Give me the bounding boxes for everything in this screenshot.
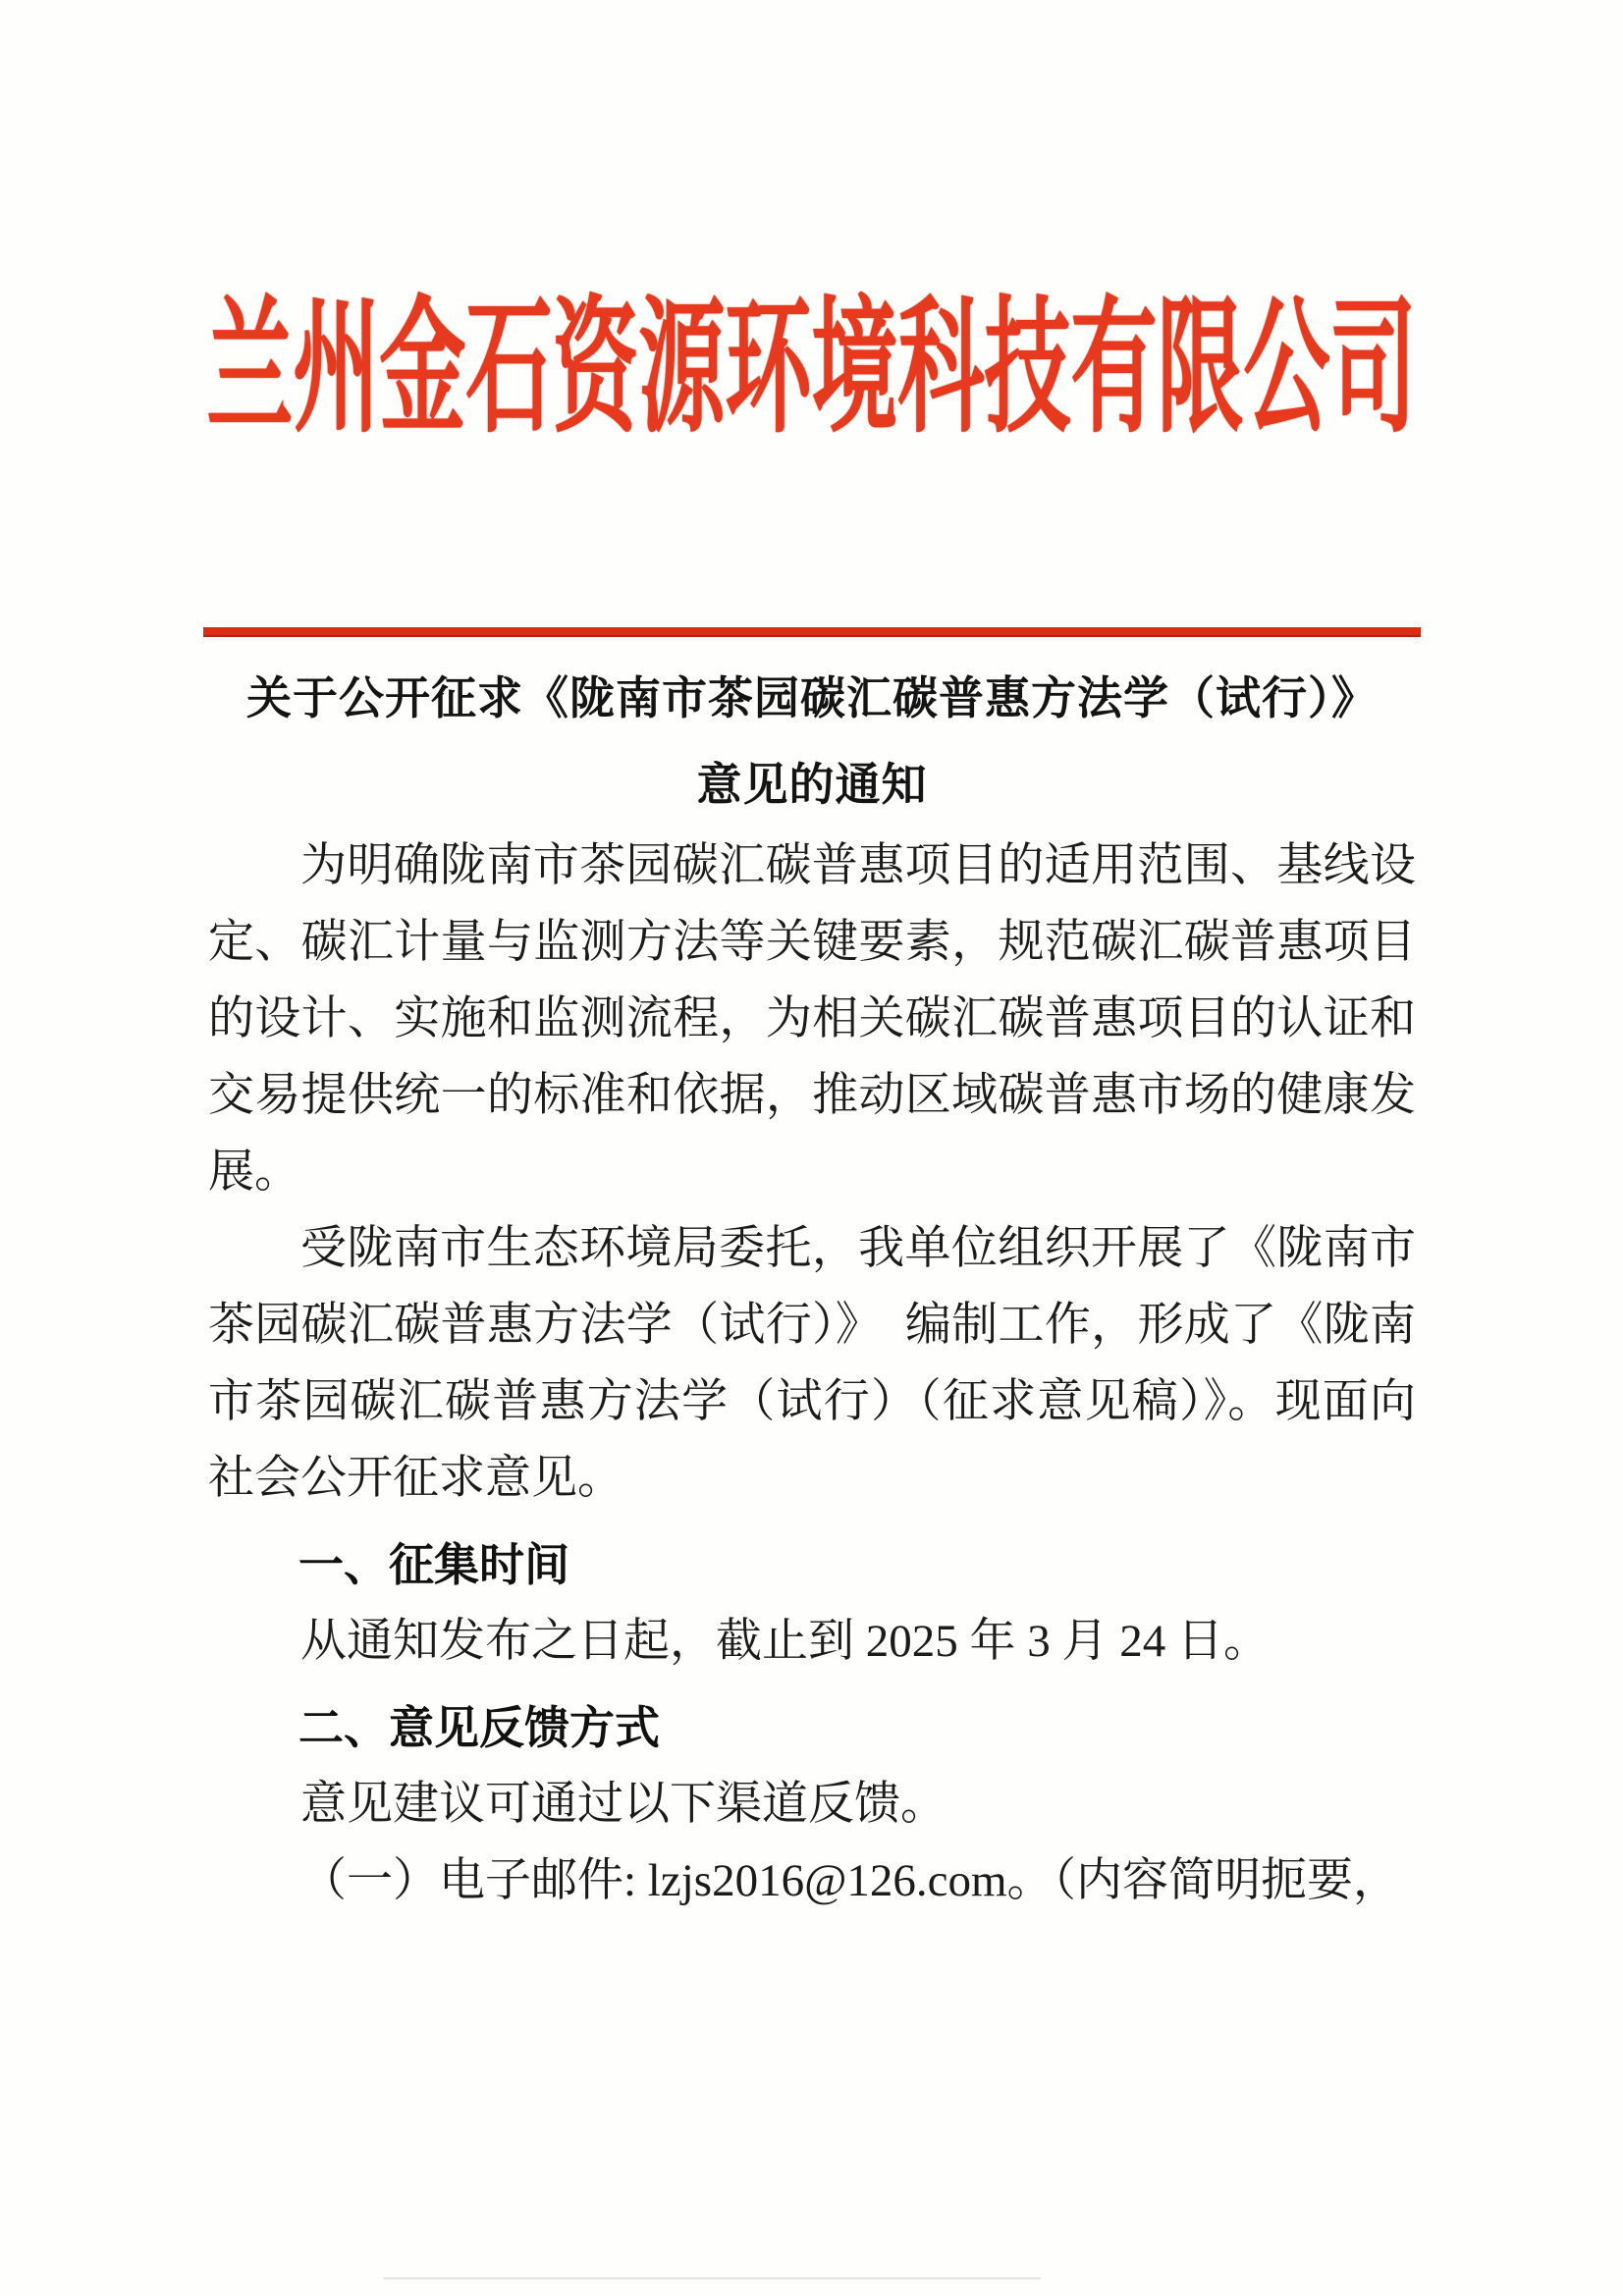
paragraph-deadline: 从通知发布之日起，截止到 2025 年 3 月 24 日。 [300,1616,1270,1667]
title-line-2: 意见的通知 [696,760,928,810]
company-letterhead [0,251,1623,452]
paragraph-email-channel: （一）电子邮件: lzjs2016@126.com。（内容简明扼要， [300,1855,1400,1906]
letterhead-divider-rule [203,627,1421,637]
company-name: 兰州金石资源环境科技有限公司 [206,290,1417,452]
document-body [208,828,1416,1919]
scan-artifact-line [383,2277,1041,2279]
document-title [203,656,1421,828]
paragraph-commission: 受陇南市生态环境局委托，我单位组织开展了《陇南市茶园碳汇碳普惠方法学（试行）》 编制工作，形成了《陇南市茶园碳汇碳普惠方法学（试行）（征求意见稿）》。现面向社会公开征求意见。 [208,1223,1416,1504]
paragraph-purpose: 为明确陇南市茶园碳汇碳普惠项目的适用范围、基线设定、碳汇计量与监测方法等关键要素，规范碳汇碳普惠项目的设计、实施和监测流程，为相关碳汇碳普惠项目的认证和交易提供统一的标准和依据，推动区域碳普惠市场的健康发展。 [208,840,1416,1198]
title-line-1: 关于公开征求《陇南市茶园碳汇碳普惠方法学（试行）》 [246,673,1378,723]
paragraph-feedback-channels: 意见建议可通过以下渠道反馈。 [300,1779,947,1830]
section-1-heading: 一、征集时间 [298,1539,569,1590]
section-2-heading: 二、意见反馈方式 [298,1702,660,1753]
